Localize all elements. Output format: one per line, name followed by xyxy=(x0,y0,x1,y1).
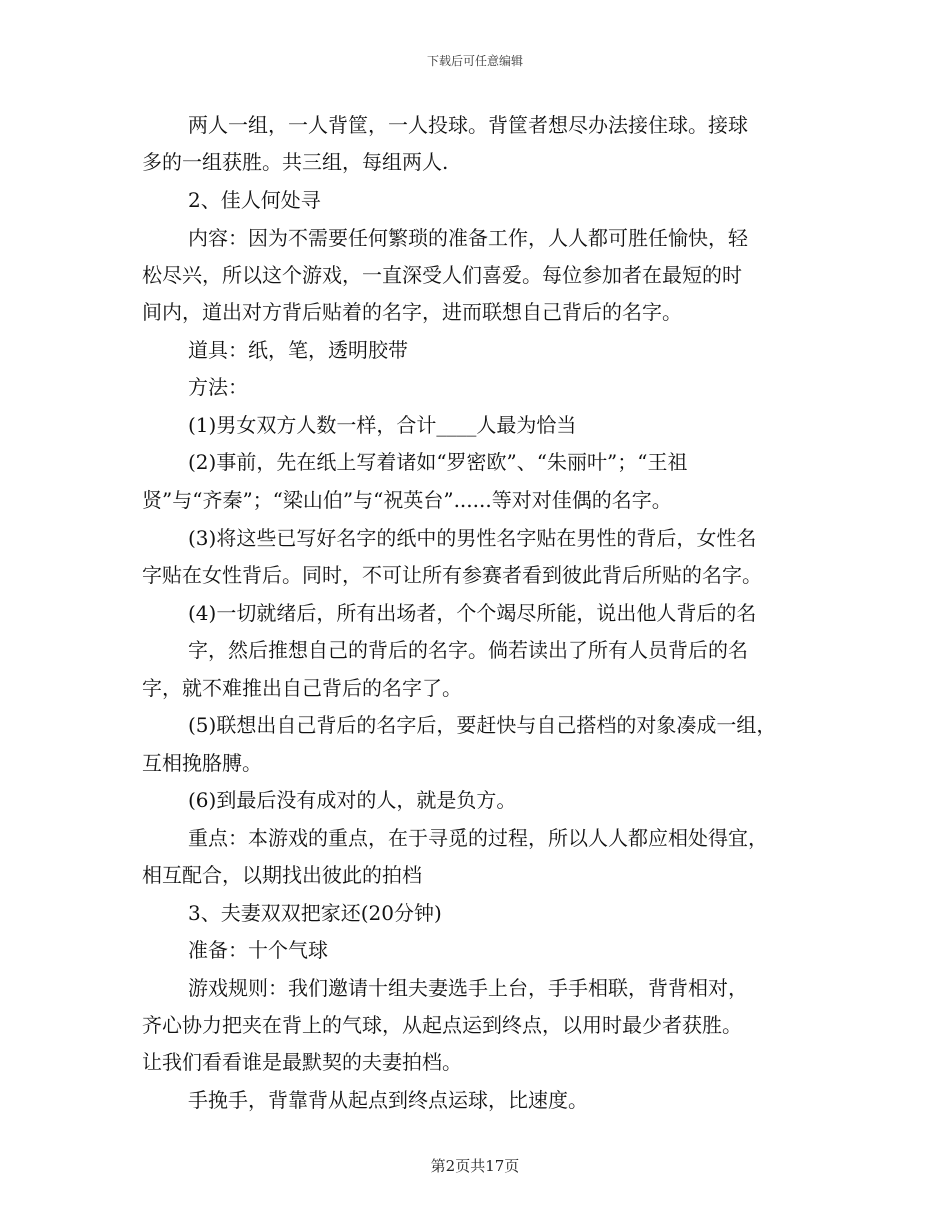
paragraph-line: 间内，道出对方背后贴着的名字，进而联想自己背后的名字。 xyxy=(142,300,682,324)
section-heading: 2、佳人何处寻 xyxy=(188,188,321,212)
list-item: (4)一切就绪后，所有出场者，个个竭尽所能，说出他人背后的名 xyxy=(188,601,757,625)
list-item: (3)将这些已写好名字的纸中的男性名字贴在男性的背后，女性名 xyxy=(188,526,757,550)
page-footer: 第2页共17页 xyxy=(430,1157,520,1175)
page-header: 下载后可任意编辑 xyxy=(426,54,523,68)
section-heading: 3、夫妻双双把家还(20分钟) xyxy=(188,901,442,925)
paragraph-line: 互相挽胳膊。 xyxy=(142,751,262,775)
paragraph-line: 游戏规则：我们邀请十组夫妻选手上台，手手相联，背背相对， xyxy=(188,976,748,1000)
paragraph-line: 道具：纸，笔，透明胶带 xyxy=(188,338,408,362)
list-item: (5)联想出自己背后的名字后，要赶快与自己搭档的对象凑成一组， xyxy=(188,713,777,737)
paragraph-line: 相互配合，以期找出彼此的拍档 xyxy=(142,863,422,887)
paragraph-line: 手挽手，背靠背从起点到终点运球，比速度。 xyxy=(188,1088,588,1112)
paragraph-line: 准备：十个气球 xyxy=(188,938,328,962)
paragraph-line: 重点：本游戏的重点，在于寻觅的过程，所以人人都应相处得宜， xyxy=(188,826,768,850)
paragraph-line: 内容：因为不需要任何繁琐的准备工作，人人都可胜任愉快，轻 xyxy=(188,226,748,250)
paragraph-line: 贤”与“齐秦”；“梁山伯”与“祝英台”......等对对佳偶的名字。 xyxy=(142,488,672,512)
paragraph-line: 字，就不难推出自己背后的名字了。 xyxy=(142,676,462,700)
paragraph-line: 让我们看看谁是最默契的夫妻拍档。 xyxy=(142,1050,462,1074)
paragraph-line: 两人一组，一人背筐，一人投球。背筐者想尽办法接住球。接球 xyxy=(188,113,748,137)
paragraph-line: 方法： xyxy=(188,375,248,399)
paragraph-line: 齐心协力把夹在背上的气球，从起点运到终点，以用时最少者获胜。 xyxy=(142,1013,742,1037)
paragraph-line: 多的一组获胜。共三组，每组两人. xyxy=(142,150,449,174)
paragraph-line: 松尽兴，所以这个游戏，一直深受人们喜爱。每位参加者在最短的时 xyxy=(142,263,742,287)
list-item: (2)事前，先在纸上写着诸如“罗密欧”、“朱丽叶”；“王祖 xyxy=(188,450,688,474)
paragraph-line: 字，然后推想自己的背后的名字。倘若读出了所有人员背后的名 xyxy=(188,638,748,662)
paragraph-line: 字贴在女性背后。同时，不可让所有参赛者看到彼此背后所贴的名字。 xyxy=(142,563,762,587)
list-item: (6)到最后没有成对的人，就是负方。 xyxy=(188,788,517,812)
list-item: (1)男女双方人数一样，合计____人最为恰当 xyxy=(188,413,577,437)
